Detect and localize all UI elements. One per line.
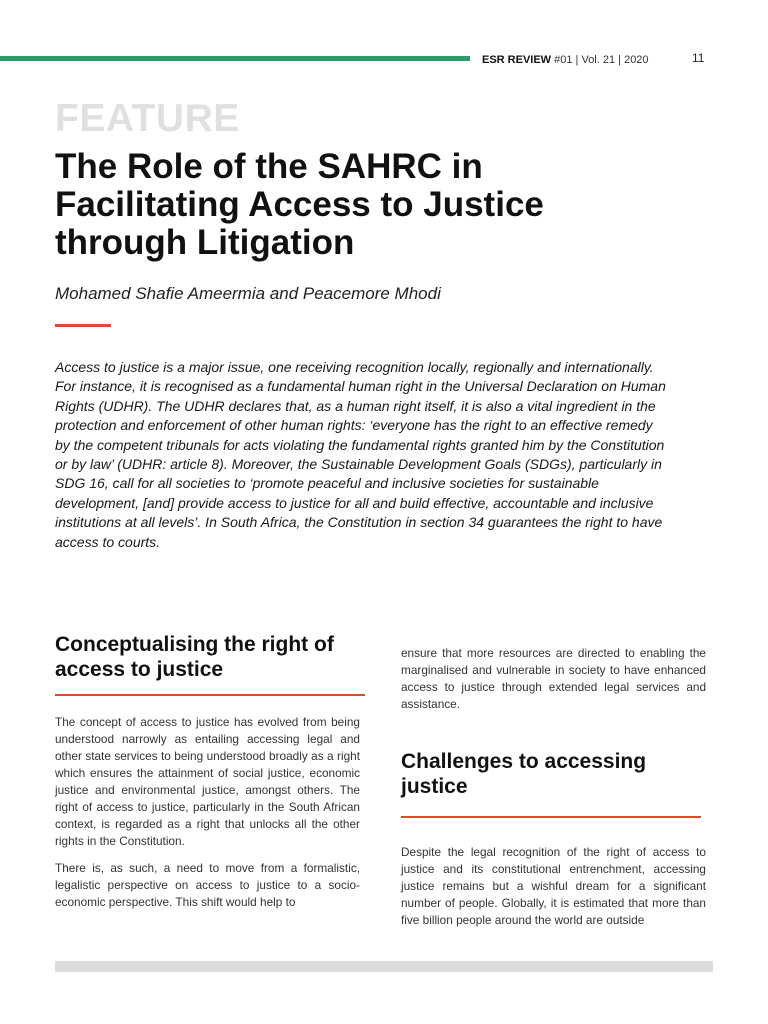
issue-meta: #01 | Vol. 21 | 2020 xyxy=(554,54,649,66)
header-accent-rule xyxy=(0,56,470,61)
left-column xyxy=(55,632,360,911)
journal-header xyxy=(482,54,649,66)
section-heading-conceptualising: Conceptualising the right of access to justice xyxy=(55,633,334,681)
section-heading-rule xyxy=(55,694,365,696)
footer-bar xyxy=(55,961,713,972)
section-heading-rule xyxy=(401,816,701,818)
article-abstract: Access to justice is a major issue, one receiving recognition locally, regionally and internationally. For instance, it is recognised as a fundamental human right in the Universal Declaration on Human Rights (UDHR). The UDHR declares that, as a human right itself, it is also a vital ingredient in the protection and enforcement of other human rights: ‘everyone has the right to an effective remedy by the competent tribunals for acts violating the fundamental rights granted him by the Constitution or by law’ (UDHR: article 8). Moreover, the Sustainable Development Goals (SDGs), particularly in SDG 16, call for all societies to ‘promote peaceful and inclusive societies for sustainable development, [and] provide access to justice for all and build effective, accountable and inclusive institutions at all levels’. In South Africa, the Constitution in section 34 guarantees the right to have access to courts. xyxy=(55,359,666,550)
body-paragraph: The concept of access to justice has evolved from being understood narrowly as entailing accessing legal and other state services to being understood broadly as a right which ensures the attainment of social justice, economic justice and environmental justice, amongst others. The right of access to justice, particularly in the South African context, is regarded as a right that unlocks all the other rights in the Constitution. xyxy=(55,715,360,848)
article-authors: Mohamed Shafie Ameermia and Peacemore Mhodi xyxy=(55,284,441,303)
body-paragraph: Despite the legal recognition of the right of access to justice and its constitutional entrenchment, accessing justice remains but a wishful dream for a significant number of people. Globally, it is estimated that more than five billion people around the world are outside xyxy=(401,845,706,927)
title-accent-rule xyxy=(55,324,111,327)
journal-brand: ESR REVIEW xyxy=(482,54,552,66)
right-column xyxy=(401,645,706,929)
body-paragraph: There is, as such, a need to move from a formalistic, legalistic perspective on access to justice to a socio-economic perspective. This shift would help to xyxy=(55,861,360,909)
section-heading-challenges: Challenges to accessing justice xyxy=(401,750,647,798)
section-label: FEATURE xyxy=(55,97,240,140)
page-number: 11 xyxy=(692,51,705,65)
body-paragraph-continuation: ensure that more resources are directed to enabling the marginalised and vulnerable in society to have enhanced access to justice through extended legal services and assistance. xyxy=(401,646,706,711)
article-title: The Role of the SAHRC in Facilitating Access to Justice through Litigation xyxy=(55,147,544,262)
